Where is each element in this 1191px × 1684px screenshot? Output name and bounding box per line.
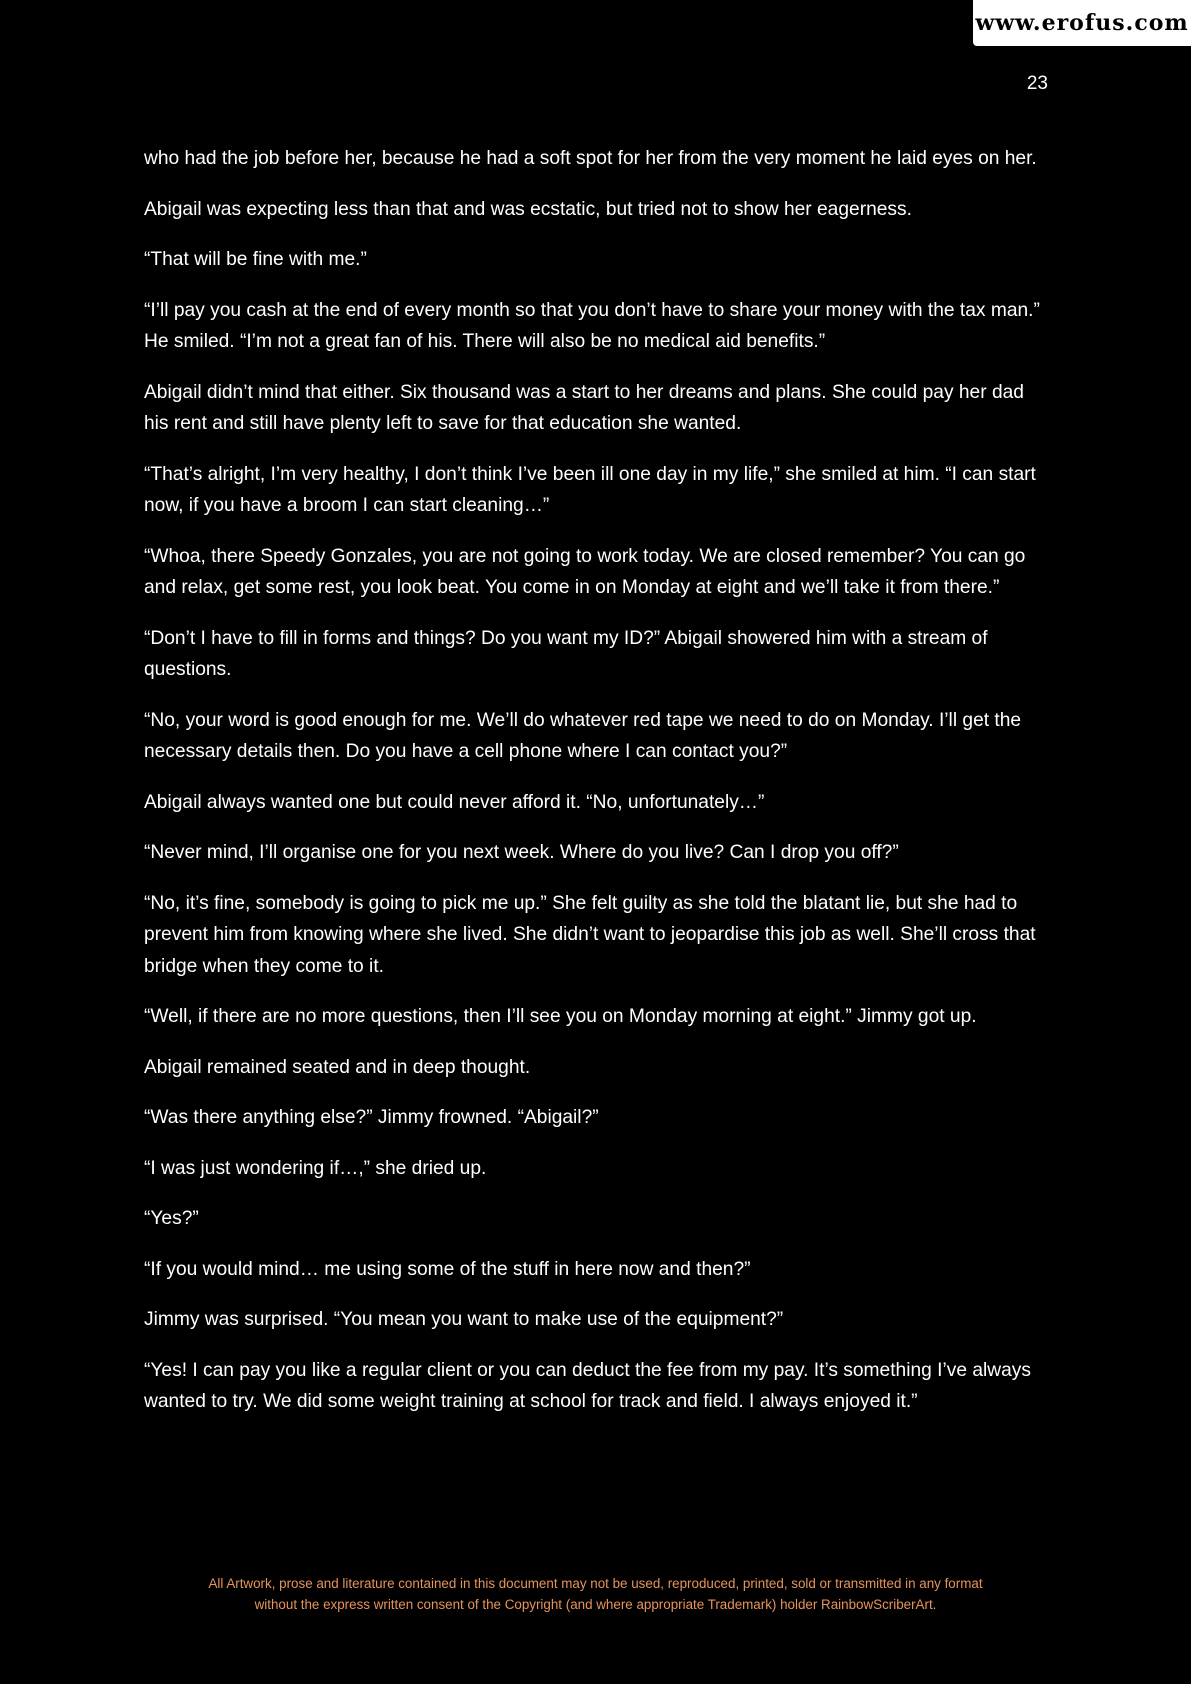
paragraph: Abigail was expecting less than that and was ecstatic, but tried not to show her eagerness. <box>144 198 912 220</box>
story-text <box>144 143 1049 1437</box>
paragraph: “That will be fine with me.” <box>144 249 367 270</box>
footer-line: without the express written consent of the Copyright (and where appropriate Trademark) holder RainbowScriberArt. <box>254 1597 937 1612</box>
paragraph: “That’s alright, I’m very healthy, I don’t think I’ve been ill one day in my life,” she smiled at him. “I can start now, if you have a broom I can start cleaning…” <box>144 463 1036 516</box>
watermark-badge <box>973 0 1191 46</box>
paragraph: who had the job before her, because he had a soft spot for her from the very moment he laid eyes on her. <box>144 148 1037 169</box>
paragraph: “Yes?” <box>144 1208 199 1229</box>
paragraph: Jimmy was surprised. “You mean you want to make use of the equipment?” <box>144 1309 784 1330</box>
page-number: 23 <box>1026 73 1048 94</box>
paragraph: “I’ll pay you cash at the end of every month so that you don’t have to share your money with the tax man.” He smiled. “I’m not a great fan of his. There will also be no medical aid benefits.” <box>144 299 1040 352</box>
paragraph: Abigail didn’t mind that either. Six thousand was a start to her dreams and plans. She could pay her dad his rent and still have plenty left to save for that education she wanted. <box>144 381 1024 434</box>
paragraph: “Never mind, I’ll organise one for you next week. Where do you live? Can I drop you off?” <box>144 842 899 863</box>
paragraph: “No, your word is good enough for me. We’ll do whatever red tape we need to do on Monday. I’ll get the necessary details then. Do you have a cell phone where I can contact you?” <box>144 709 1022 762</box>
paragraph: “Don’t I have to fill in forms and things? Do you want my ID?” Abigail showered him with a stream of questions. <box>144 627 988 680</box>
paragraph: “Whoa, there Speedy Gonzales, you are not going to work today. We are closed remember? You can go and relax, get some rest, you look beat. You come in on Monday at eight and we’ll take it from there.” <box>144 545 1026 598</box>
watermark-text: www.erofus.com <box>975 10 1189 36</box>
paragraph: “Well, if there are no more questions, then I’ll see you on Monday morning at eight.” Jimmy got up. <box>144 1006 977 1027</box>
paragraph: “I was just wondering if…,” she dried up. <box>144 1157 487 1179</box>
paragraph: Abigail remained seated and in deep thought. <box>144 1056 531 1078</box>
footer-line: All Artwork, prose and literature contained in this document may not be used, reproduced, printed, sold or transmitted in any format <box>208 1576 983 1591</box>
paragraph: “Yes! I can pay you like a regular client or you can deduct the fee from my pay. It’s something I’ve always wanted to try. We did some weight training at school for track and field. I always enjoyed it.” <box>144 1359 1031 1412</box>
paragraph: “Was there anything else?” Jimmy frowned. “Abigail?” <box>144 1107 599 1128</box>
paragraph: “No, it’s fine, somebody is going to pick me up.” She felt guilty as she told the blatant lie, but she had to prevent him from knowing where she lived. She didn’t want to jeopardise this job as well. She’ll cross that bridge when they come to it. <box>144 892 1036 977</box>
paragraph: “If you would mind… me using some of the stuff in here now and then?” <box>144 1258 751 1280</box>
paragraph: Abigail always wanted one but could never afford it. “No, unfortunately…” <box>144 791 765 813</box>
copyright-footer <box>0 1573 1191 1615</box>
